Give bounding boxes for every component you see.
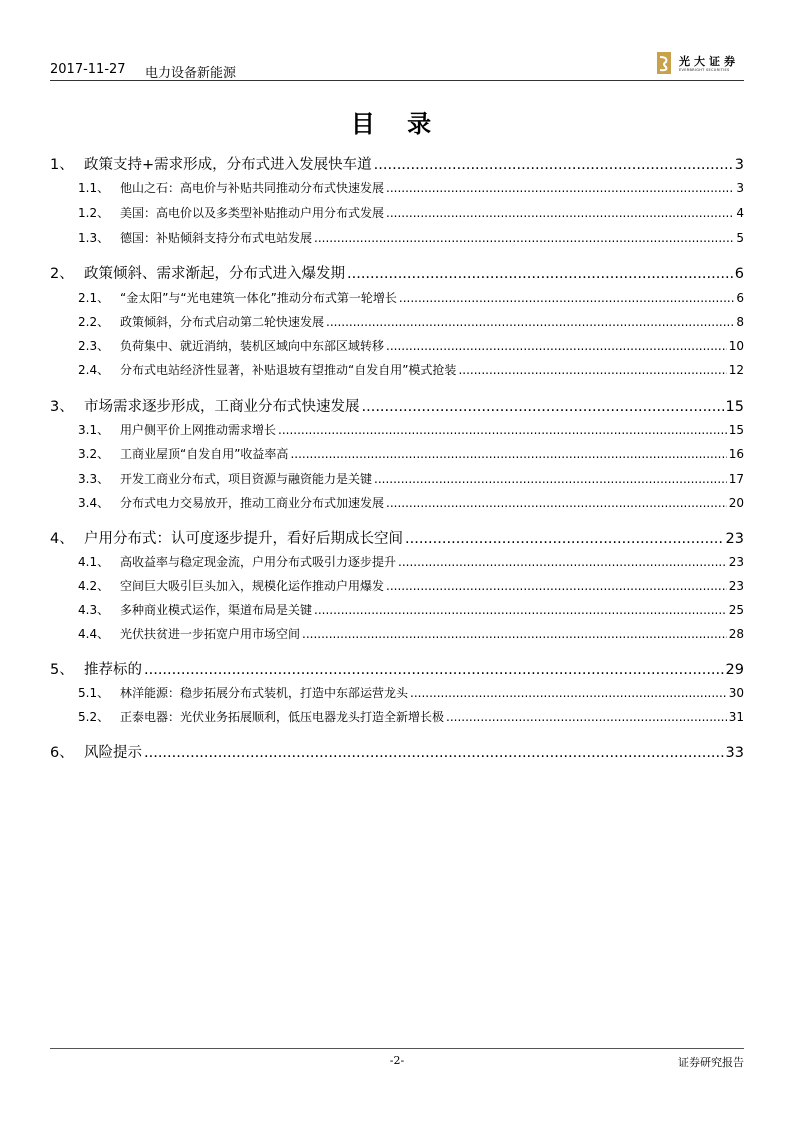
- toc-entry-page: 31: [728, 710, 744, 724]
- toc-entry-page: 20: [728, 496, 744, 510]
- toc-entry-title: 分布式电力交易放开，推动工商业分布式加速发展: [120, 496, 385, 510]
- toc-chapter-entry[interactable]: [50, 658, 744, 679]
- toc-entry-number: 1.2、: [78, 206, 110, 220]
- toc-section-entry[interactable]: [50, 361, 744, 378]
- toc-dot-leader: [386, 206, 734, 220]
- toc-entry-number: 2.2、: [78, 315, 110, 329]
- toc-entry-page: 12: [728, 363, 744, 377]
- toc-dot-leader: [144, 745, 724, 761]
- toc-entry-number: 2、: [50, 266, 74, 282]
- toc-dot-leader: [386, 339, 727, 353]
- toc-chapter-entry[interactable]: [50, 153, 744, 174]
- toc-dot-leader: [326, 315, 734, 329]
- page-number: -2-: [389, 1054, 405, 1067]
- toc-entry-number: 4.2、: [78, 579, 110, 593]
- logo-name: 光大证券: [679, 55, 739, 68]
- toc-entry-page: 10: [728, 339, 744, 353]
- toc-entry-title: 户用分布式：认可度逐步提升，看好后期成长空间: [84, 531, 403, 547]
- toc-entry-number: 3.2、: [78, 447, 110, 461]
- toc-section-entry[interactable]: [50, 421, 744, 438]
- toc-entry-title: 光伏扶贫进一步拓宽户用市场空间: [120, 627, 301, 641]
- toc-entry-title: 市场需求逐步形成，工商业分布式快速发展: [84, 399, 360, 415]
- toc-entry-page: 23: [728, 579, 744, 593]
- footer-label: 证券研究报告: [678, 1056, 744, 1069]
- toc-section-entry[interactable]: [50, 289, 744, 306]
- toc-dot-leader: [399, 291, 734, 305]
- header-divider: [50, 80, 744, 81]
- toc-section-entry[interactable]: [50, 179, 744, 196]
- toc-entry-page: 23: [725, 531, 744, 547]
- toc-entry-title: 多种商业模式运作，渠道布局是关键: [120, 603, 313, 617]
- toc-dot-leader: [314, 603, 727, 617]
- toc-section-entry[interactable]: [50, 625, 744, 642]
- toc-entry-page: 17: [728, 472, 744, 486]
- logo-mark-icon: [657, 52, 671, 74]
- toc-entry-number: 3.3、: [78, 472, 110, 486]
- toc-dot-leader: [386, 181, 734, 195]
- toc-entry-title: 政策倾斜、需求渐起，分布式进入爆发期: [84, 266, 345, 282]
- toc-entry-number: 3.1、: [78, 423, 110, 437]
- toc-entry-number: 3、: [50, 399, 74, 415]
- toc-entry-page: 6: [734, 266, 744, 282]
- toc-section-entry[interactable]: [50, 204, 744, 221]
- report-date: 2017-11-27: [50, 62, 126, 77]
- toc-entry-page: 29: [725, 662, 744, 678]
- toc-dot-leader: [290, 447, 726, 461]
- toc-section-entry[interactable]: [50, 553, 744, 570]
- toc-entry-page: 16: [728, 447, 744, 461]
- toc-dot-leader: [410, 686, 727, 700]
- toc-entry-number: 4.3、: [78, 603, 110, 617]
- toc-entry-title: 政策倾斜，分布式启动第二轮快速发展: [120, 315, 325, 329]
- toc-entry-title: 林洋能源：稳步拓展分布式装机，打造中东部运营龙头: [120, 686, 409, 700]
- toc-section-entry[interactable]: [50, 470, 744, 487]
- toc-dot-leader: [347, 266, 733, 282]
- toc-dot-leader: [374, 157, 733, 173]
- toc-dot-leader: [302, 627, 727, 641]
- toc-chapter-entry[interactable]: [50, 262, 744, 283]
- toc-entry-page: 5: [736, 231, 744, 245]
- toc-section-entry[interactable]: [50, 229, 744, 246]
- toc-entry-title: 分布式电站经济性显著，补贴退坡有望推动“自发自用”模式抢装: [120, 363, 457, 377]
- toc-section-entry[interactable]: [50, 577, 744, 594]
- toc-entry-title: 用户侧平价上网推动需求增长: [120, 423, 277, 437]
- toc-dot-leader: [386, 496, 727, 510]
- toc-entry-number: 5.2、: [78, 710, 110, 724]
- toc-section-entry[interactable]: [50, 313, 744, 330]
- toc-dot-leader: [386, 579, 727, 593]
- toc-entry-title: 政策支持+需求形成，分布式进入发展快车道: [84, 157, 372, 173]
- toc-entry-number: 3.4、: [78, 496, 110, 510]
- toc-entry-page: 3: [734, 157, 744, 173]
- toc-entry-number: 1.1、: [78, 181, 110, 195]
- toc-entry-title: 工商业屋顶“自发自用”收益率高: [120, 447, 289, 461]
- toc-dot-leader: [398, 555, 727, 569]
- toc-entry-number: 4、: [50, 531, 74, 547]
- toc-chapter-entry[interactable]: [50, 741, 744, 762]
- toc-section-entry[interactable]: [50, 494, 744, 511]
- toc-entry-title: 高收益率与稳定现金流，户用分布式吸引力逐步提升: [120, 555, 397, 569]
- toc-entry-page: 4: [736, 206, 744, 220]
- toc-entry-number: 2.1、: [78, 291, 110, 305]
- toc-entry-page: 28: [728, 627, 744, 641]
- toc-entry-number: 2.3、: [78, 339, 110, 353]
- header-bar: [50, 58, 744, 80]
- toc-entry-number: 1.3、: [78, 231, 110, 245]
- toc-dot-leader: [446, 710, 727, 724]
- toc-entry-page: 3: [736, 181, 744, 195]
- toc-section-entry[interactable]: [50, 445, 744, 462]
- toc-dot-leader: [374, 472, 727, 486]
- toc-entry-title: 空间巨大吸引巨头加入，规模化运作推动户用爆发: [120, 579, 385, 593]
- toc-dot-leader: [144, 662, 724, 678]
- toc-dot-leader: [278, 423, 727, 437]
- toc-entry-title: 美国：高电价以及多类型补贴推动户用分布式发展: [120, 206, 385, 220]
- toc-entry-number: 6、: [50, 745, 74, 761]
- toc-section-entry[interactable]: [50, 708, 744, 725]
- toc-entry-title: “金太阳”与“光电建筑一体化”推动分布式第一轮增长: [120, 291, 397, 305]
- toc-entry-title: 负荷集中、就近消纳，装机区域向中东部区域转移: [120, 339, 385, 353]
- toc-entry-title: 风险提示: [84, 745, 142, 761]
- toc-entry-number: 4.4、: [78, 627, 110, 641]
- toc-entry-number: 1、: [50, 157, 74, 173]
- toc-section-entry[interactable]: [50, 684, 744, 701]
- toc-section-entry[interactable]: [50, 337, 744, 354]
- toc-title: 目 录: [350, 109, 444, 138]
- toc-entry-page: 15: [725, 399, 744, 415]
- toc-entry-page: 25: [728, 603, 744, 617]
- toc-entry-number: 5.1、: [78, 686, 110, 700]
- toc-entry-title: 他山之石：高电价与补贴共同推动分布式快速发展: [120, 181, 385, 195]
- toc-dot-leader: [405, 531, 724, 547]
- report-sector: 电力设备新能源: [145, 66, 237, 81]
- toc-entry-title: 推荐标的: [84, 662, 142, 678]
- toc-entry-title: 开发工商业分布式，项目资源与融资能力是关键: [120, 472, 373, 486]
- toc-entry-page: 23: [728, 555, 744, 569]
- toc-chapter-entry[interactable]: [50, 395, 744, 416]
- toc-entry-page: 8: [736, 315, 744, 329]
- toc-chapter-entry[interactable]: [50, 527, 744, 548]
- toc-entry-page: 30: [728, 686, 744, 700]
- toc-entry-page: 15: [728, 423, 744, 437]
- toc-dot-leader: [314, 231, 734, 245]
- company-logo: [657, 52, 747, 76]
- toc-entry-title: 正泰电器：光伏业务拓展顺利，低压电器龙头打造全新增长极: [120, 710, 445, 724]
- toc-entry-number: 4.1、: [78, 555, 110, 569]
- toc-entry-page: 33: [725, 745, 744, 761]
- toc-dot-leader: [458, 363, 726, 377]
- toc-dot-leader: [362, 399, 724, 415]
- toc-entry-number: 5、: [50, 662, 74, 678]
- toc-entry-title: 德国：补贴倾斜支持分布式电站发展: [120, 231, 313, 245]
- toc-entry-number: 2.4、: [78, 363, 110, 377]
- logo-subtitle: EVERBRIGHT SECURITIES: [679, 68, 730, 72]
- toc-entry-page: 6: [736, 291, 744, 305]
- footer-divider: [50, 1048, 744, 1049]
- toc-section-entry[interactable]: [50, 601, 744, 618]
